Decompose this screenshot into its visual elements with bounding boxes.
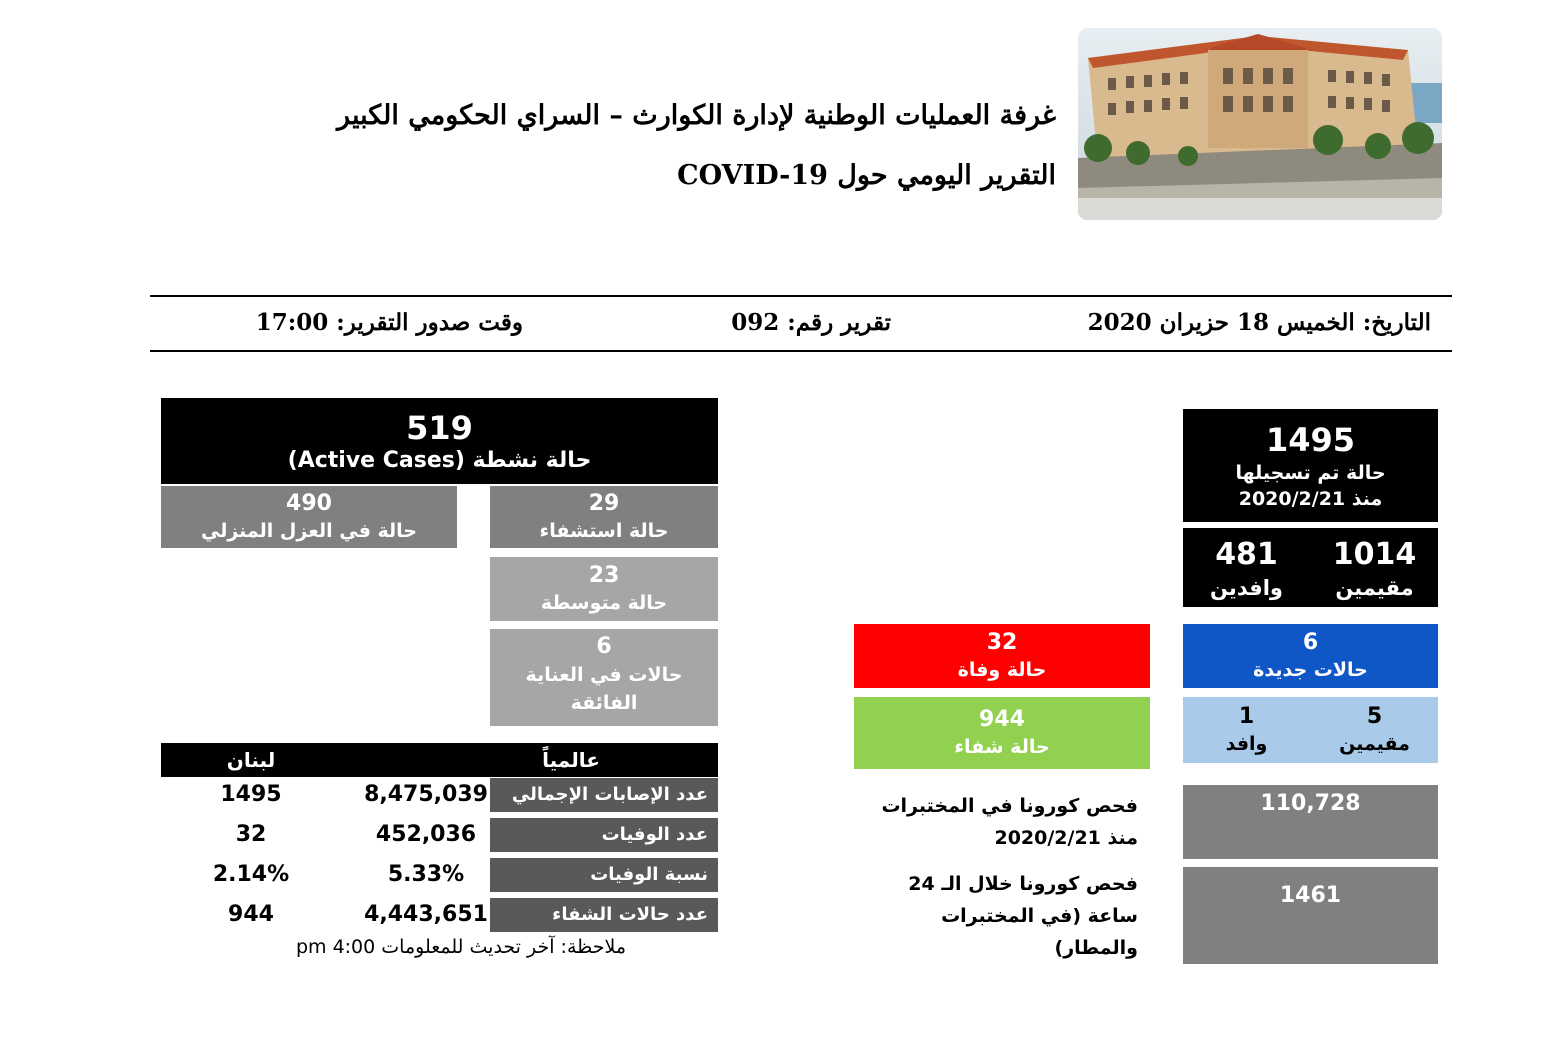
- lebanon-value: 32: [235, 822, 267, 847]
- total-cases-since: منذ 2020/2/21: [1238, 487, 1383, 510]
- report-time: وقت صدور التقرير: 17:00: [255, 309, 523, 336]
- new-residents-label: مقيمين: [1339, 733, 1410, 755]
- deaths-value: 32: [986, 630, 1018, 655]
- moderate-value: 23: [588, 563, 620, 588]
- world-value: 4,443,651: [364, 902, 488, 927]
- hospitalized-value: 29: [588, 491, 620, 516]
- tests-day-label: فحص كورونا خلال الـ 24 ساعة (في المختبرات والمطار): [908, 873, 1138, 959]
- compare-row-cases: [161, 778, 718, 814]
- total-split-box: [1183, 528, 1438, 607]
- tests-total-box: [1183, 785, 1438, 859]
- compare-row-recovered: [161, 898, 718, 934]
- recovered-value: 944: [979, 707, 1025, 732]
- world-value: 8,475,039: [364, 782, 488, 807]
- total-cases-label: حالة تم تسجيلها: [1235, 461, 1386, 484]
- moderate-label: حالة متوسطة: [540, 592, 668, 614]
- lebanon-value: 1495: [220, 782, 282, 807]
- new-residents-value: 5: [1366, 704, 1383, 729]
- tests-total-value: 110,728: [1260, 791, 1361, 816]
- total-arrivals: [1183, 532, 1310, 604]
- report-date: التاريخ: الخميس 18 حزيران 2020: [1087, 309, 1431, 336]
- government-palace-photo: [1078, 28, 1442, 220]
- recovered-label: حالة شفاء: [954, 736, 1050, 758]
- new-cases-split-box: [1183, 697, 1438, 763]
- report-number: تقرير رقم: 092: [731, 309, 891, 336]
- icu-box: [490, 629, 718, 726]
- hospitalized-label: حالة استشفاء: [539, 520, 669, 542]
- row-label: عدد حالات الشفاء: [490, 898, 718, 932]
- new-arrivals: [1183, 699, 1310, 761]
- palace-illustration: [1078, 28, 1442, 220]
- deaths-box: [854, 624, 1150, 688]
- lebanon-value: 2.14%: [212, 862, 290, 887]
- compare-row-deaths: [161, 818, 718, 854]
- new-arrivals-value: 1: [1238, 704, 1255, 729]
- icu-label: حالات في العناية الفائقة: [525, 664, 683, 714]
- tests-total-label: فحص كورونا في المختبرات منذ 2020/2/21: [881, 795, 1138, 849]
- header-title-line2: التقرير اليومي حول COVID-19: [677, 160, 1056, 191]
- col-lebanon-header: لبنان: [226, 748, 276, 772]
- new-cases-box: [1183, 624, 1438, 688]
- col-world-header: عالمياً: [542, 748, 600, 772]
- home-isolation-label: حالة في العزل المنزلي: [201, 520, 417, 542]
- active-cases-label: حالة نشطة (Active Cases): [287, 448, 592, 473]
- update-note: ملاحظة: آخر تحديث للمعلومات 4:00 pm: [295, 936, 626, 958]
- new-cases-label: حالات جديدة: [1253, 659, 1368, 681]
- total-residents-value: 1014: [1332, 537, 1417, 572]
- active-cases-box: [161, 398, 718, 484]
- header-title-line1: غرفة العمليات الوطنية لإدارة الكوارث – السراي الحكومي الكبير: [337, 100, 1056, 131]
- moderate-box: [490, 557, 718, 621]
- compare-header: [161, 743, 718, 777]
- info-bottom-rule: [150, 350, 1452, 352]
- world-value: 5.33%: [387, 862, 465, 887]
- total-arrivals-value: 481: [1215, 537, 1278, 572]
- home-isolation-value: 490: [286, 491, 332, 516]
- total-residents: [1311, 532, 1438, 604]
- compare-row-rate: [161, 858, 718, 894]
- total-cases-box: [1183, 409, 1438, 522]
- tests-day-value: 1461: [1279, 883, 1342, 908]
- hospitalized-box: [490, 486, 718, 548]
- new-cases-value: 6: [1302, 630, 1319, 655]
- world-value: 452,036: [375, 822, 477, 847]
- home-isolation-box: [161, 486, 457, 548]
- info-top-rule: [150, 295, 1452, 297]
- total-arrivals-label: وافدين: [1210, 576, 1283, 600]
- total-cases-value: 1495: [1265, 420, 1356, 459]
- row-label: عدد الإصابات الإجمالي: [490, 778, 718, 812]
- tests-day-box: [1183, 867, 1438, 964]
- new-arrivals-label: وافد: [1225, 733, 1268, 755]
- lebanon-value: 944: [228, 902, 274, 927]
- deaths-label: حالة وفاة: [957, 659, 1047, 681]
- row-label: نسبة الوفيات: [490, 858, 718, 892]
- new-residents: [1311, 699, 1438, 761]
- recovered-box: [854, 697, 1150, 769]
- row-label: عدد الوفيات: [490, 818, 718, 852]
- icu-value: 6: [596, 634, 612, 659]
- active-cases-value: 519: [406, 409, 473, 447]
- total-residents-label: مقيمين: [1335, 576, 1414, 600]
